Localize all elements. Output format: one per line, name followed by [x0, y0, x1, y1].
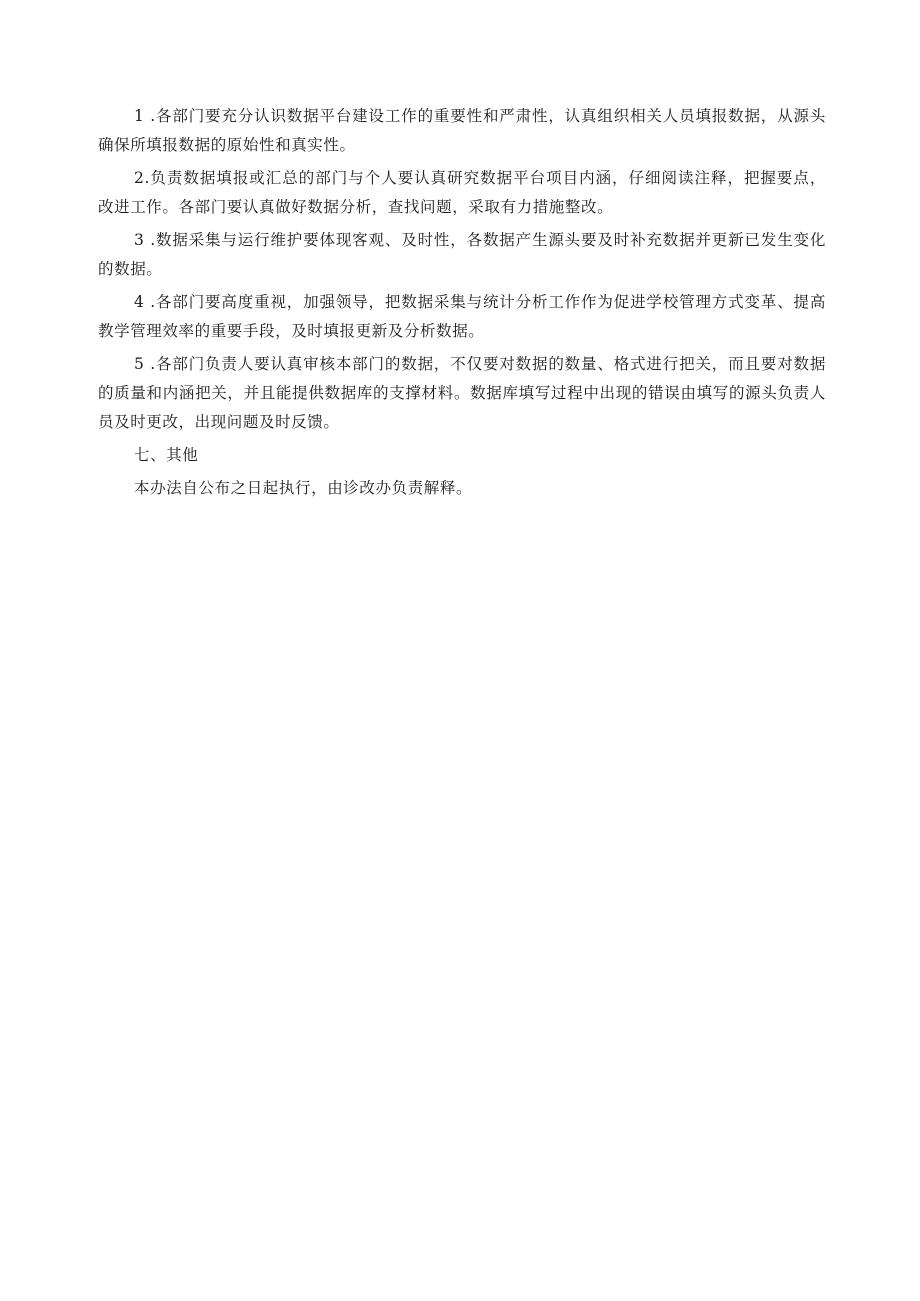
paragraph-item-4: 4 .各部门要高度重视，加强领导，把数据采集与统计分析工作作为促进学校管理方式变革、提高教学管理效率的重要手段，及时填报更新及分析数据。: [98, 293, 826, 340]
paragraph-item-1: 1 .各部门要充分认识数据平台建设工作的重要性和严肃性，认真组织相关人员填报数据，从源头确保所填报数据的原始性和真实性。: [98, 107, 826, 154]
document-body: [98, 102, 826, 507]
paragraph-item-2: 2.负责数据填报或汇总的部门与个人要认真研究数据平台项目内涵，仔细阅读注释，把握要点，改进工作。各部门要认真做好数据分析，查找问题，采取有力措施整改。: [98, 169, 826, 216]
paragraph-item-5: 5 .各部门负责人要认真审核本部门的数据，不仅要对数据的数量、格式进行把关，而且要对数据的质量和内涵把关，并且能提供数据库的支撑材料。数据库填写过程中出现的错误由填写的源头负责人员及时更改，出现问题及时反馈。: [98, 355, 826, 431]
paragraph-item-3: 3 .数据采集与运行维护要体现客观、及时性，各数据产生源头要及时补充数据并更新已发生变化的数据。: [98, 231, 826, 278]
closing-statement: 本办法自公布之日起执行，由诊改办负责解释。: [134, 479, 473, 497]
section-heading-other: 七、其他: [134, 446, 199, 464]
